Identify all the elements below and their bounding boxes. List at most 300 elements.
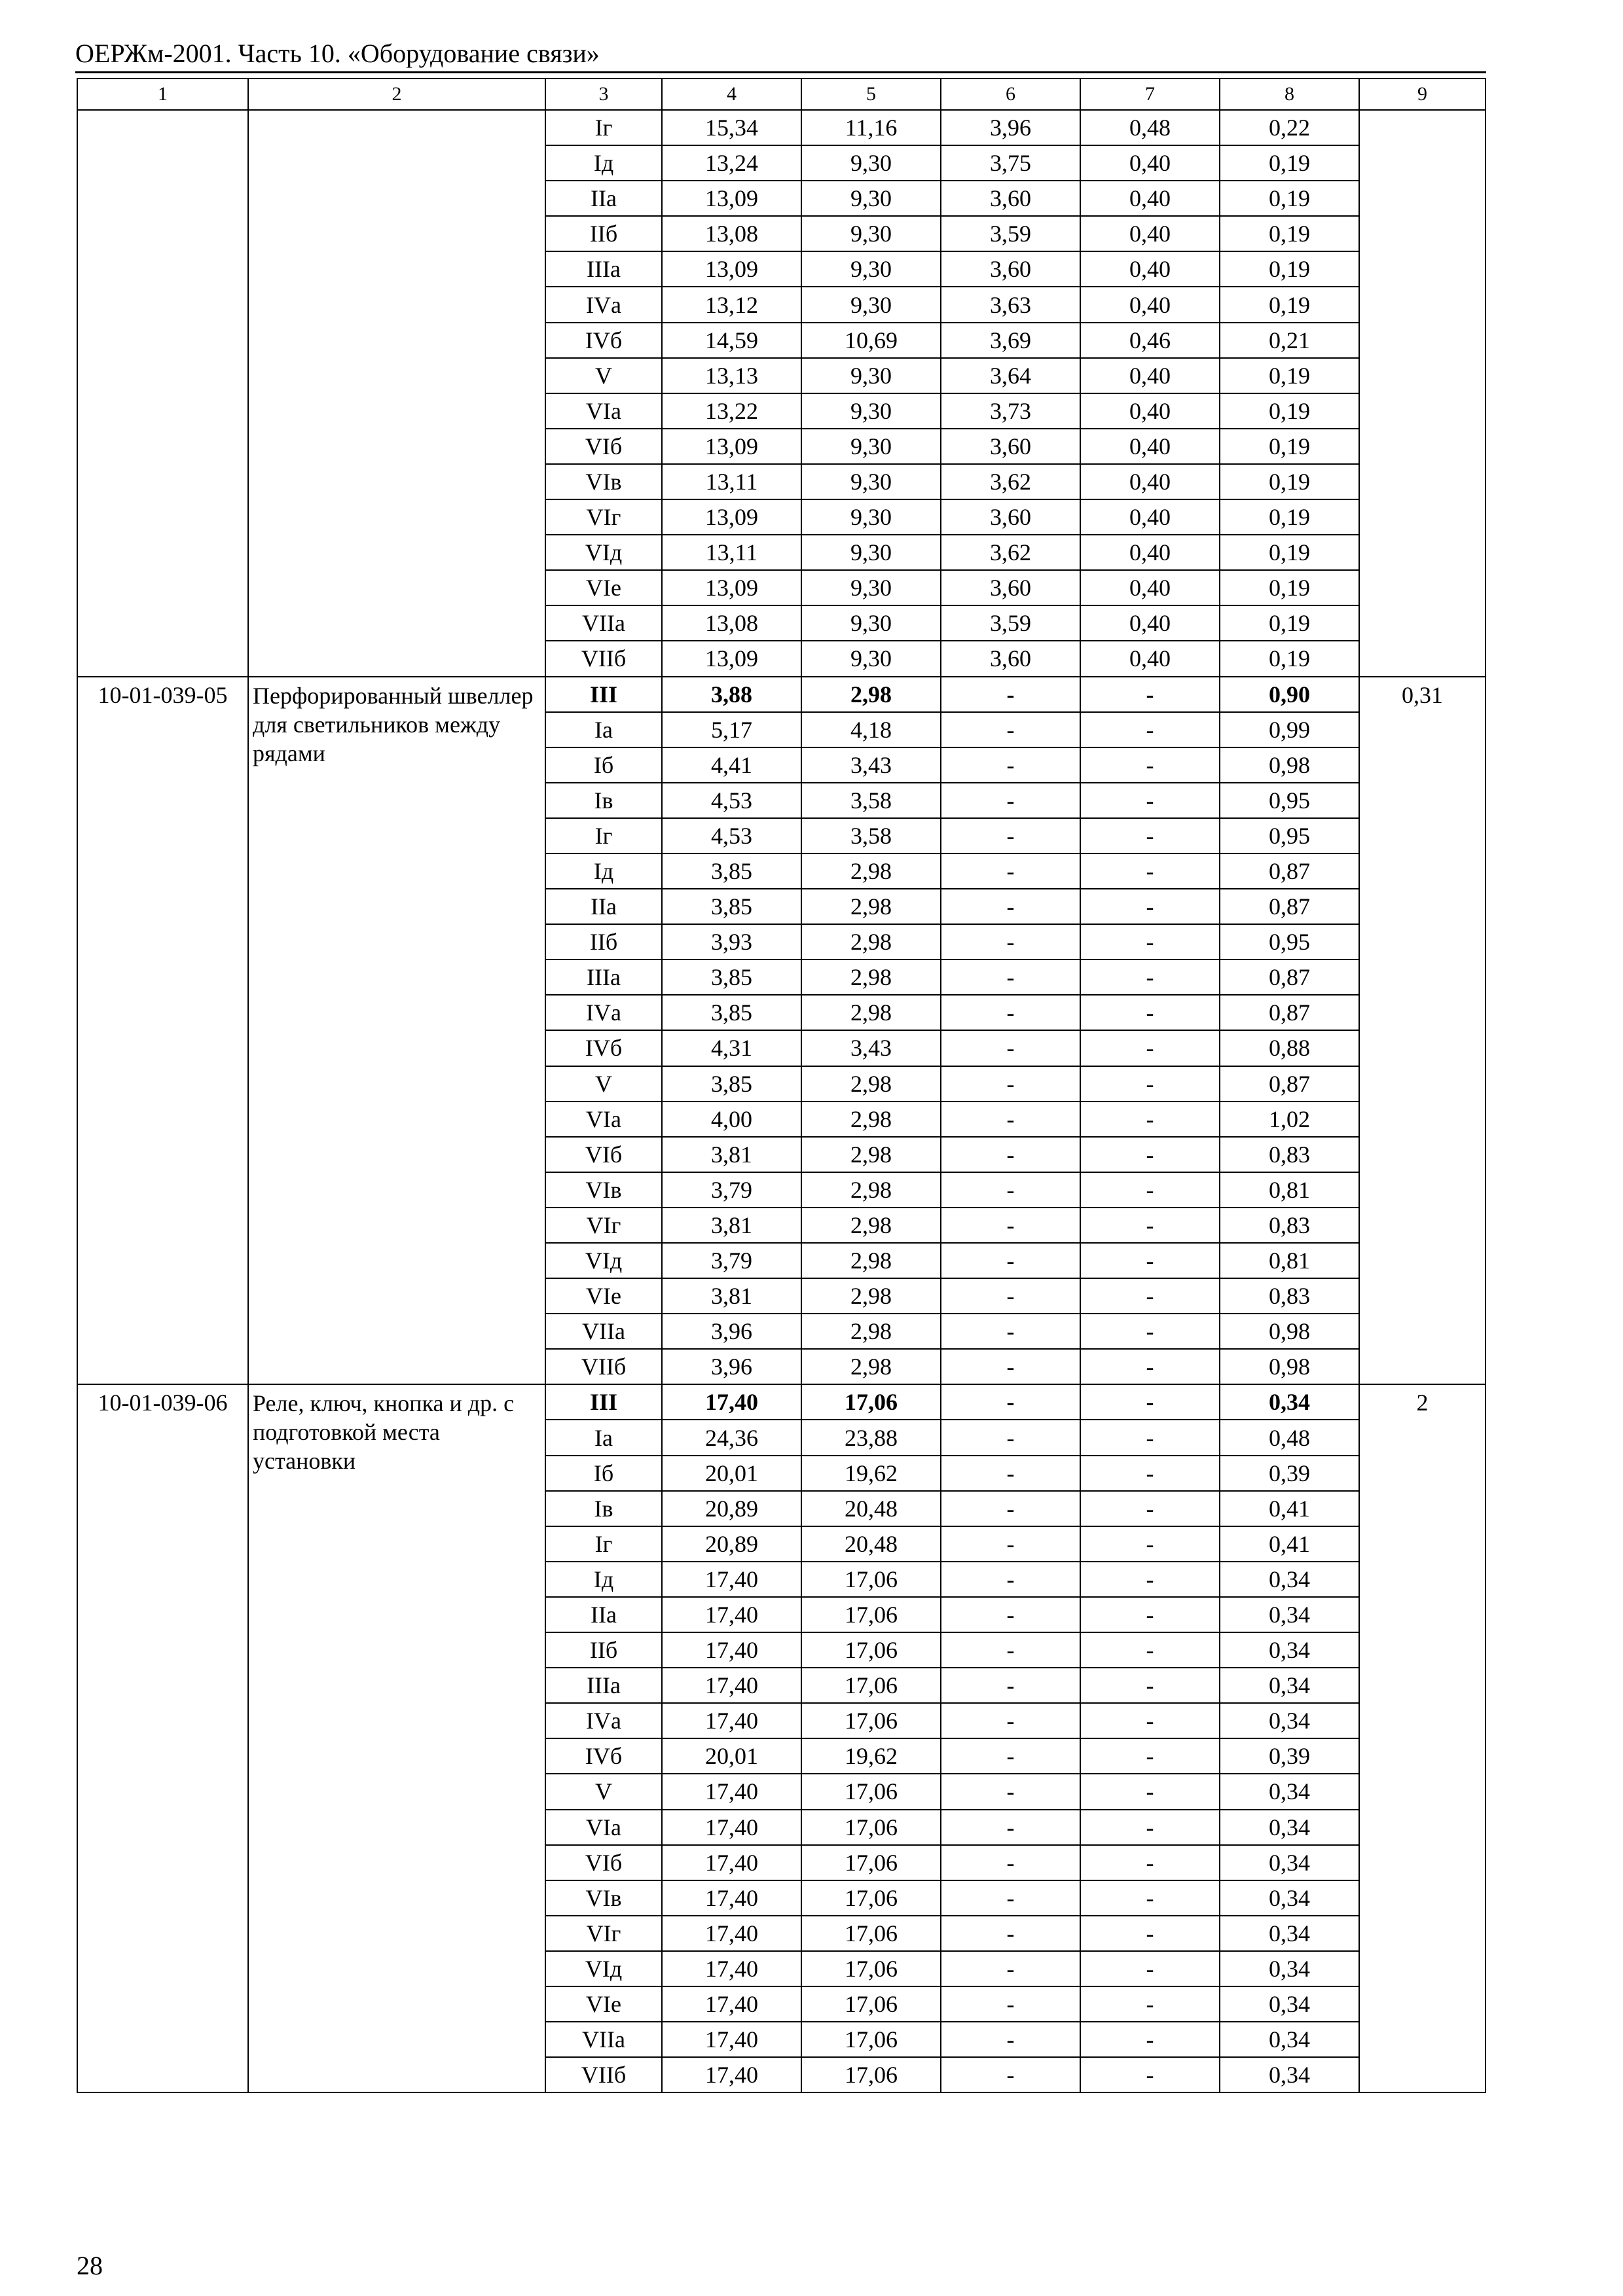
value-cell: 20,01	[662, 1738, 801, 1774]
value-cell: 10,69	[801, 323, 941, 358]
value-cell: 0,40	[1080, 251, 1220, 287]
value-cell: -	[1080, 1668, 1220, 1703]
value-cell: 0,98	[1220, 1314, 1359, 1349]
value-cell: 0,95	[1220, 924, 1359, 960]
value-cell: 3,96	[662, 1314, 801, 1349]
value-cell: 0,40	[1080, 145, 1220, 181]
value-cell: -	[1080, 889, 1220, 924]
value-cell: 17,06	[801, 1668, 941, 1703]
value-cell: -	[1080, 1278, 1220, 1314]
value-cell: -	[1080, 1208, 1220, 1243]
value-cell: -	[1080, 1951, 1220, 1986]
value-cell: 0,19	[1220, 181, 1359, 216]
value-cell: 3,60	[941, 641, 1080, 676]
value-cell: 17,40	[662, 1845, 801, 1880]
value-cell: -	[941, 1208, 1080, 1243]
zone-cell: IVб	[545, 1738, 662, 1774]
value-cell: -	[941, 1562, 1080, 1597]
value-cell: 0,40	[1080, 429, 1220, 464]
column-number: 3	[545, 79, 662, 110]
value-cell: 0,19	[1220, 464, 1359, 499]
value-cell: -	[941, 924, 1080, 960]
name-cell: Перфорированный швеллер для светильников между рядами	[248, 677, 545, 1385]
value-cell: 0,34	[1220, 2022, 1359, 2057]
table-row	[77, 1384, 1486, 1420]
value-cell: 3,75	[941, 145, 1080, 181]
zone-cell: VIд	[545, 1243, 662, 1278]
value-cell: 13,08	[662, 216, 801, 251]
value-cell: 3,73	[941, 393, 1080, 429]
value-cell: -	[941, 889, 1080, 924]
value-cell: 2,98	[801, 1314, 941, 1349]
zone-cell: VIд	[545, 1951, 662, 1986]
value-cell: -	[1080, 1810, 1220, 1845]
value-cell: -	[1080, 1774, 1220, 1809]
col9-cell: 2	[1359, 1384, 1486, 2092]
value-cell: 0,40	[1080, 216, 1220, 251]
value-cell: 0,34	[1220, 1916, 1359, 1951]
value-cell: 20,89	[662, 1526, 801, 1562]
value-cell: 9,30	[801, 181, 941, 216]
column-number: 7	[1080, 79, 1220, 110]
value-cell: 0,34	[1220, 1774, 1359, 1809]
value-cell: -	[1080, 1314, 1220, 1349]
zone-cell: Iв	[545, 783, 662, 818]
value-cell: 3,81	[662, 1208, 801, 1243]
zone-cell: VIе	[545, 1278, 662, 1314]
value-cell: 0,34	[1220, 1597, 1359, 1632]
value-cell: -	[941, 1491, 1080, 1526]
zone-cell: VIг	[545, 1208, 662, 1243]
value-cell: -	[1080, 1066, 1220, 1102]
value-cell: -	[941, 1738, 1080, 1774]
code-cell: 10-01-039-06	[77, 1384, 248, 2092]
value-cell: -	[1080, 1030, 1220, 1066]
zone-cell: IVа	[545, 995, 662, 1030]
value-cell: 4,00	[662, 1102, 801, 1137]
zone-cell: Iг	[545, 110, 662, 145]
value-cell: 3,60	[941, 499, 1080, 535]
value-cell: 3,60	[941, 181, 1080, 216]
value-cell: -	[1080, 1597, 1220, 1632]
value-cell: 3,85	[662, 1066, 801, 1102]
value-cell: 3,96	[941, 110, 1080, 145]
column-number: 8	[1220, 79, 1359, 110]
value-cell: 0,34	[1220, 1668, 1359, 1703]
zone-cell: Iа	[545, 712, 662, 747]
zone-cell: VIб	[545, 1845, 662, 1880]
value-cell: -	[941, 1066, 1080, 1102]
value-cell: -	[1080, 924, 1220, 960]
value-cell: 0,83	[1220, 1278, 1359, 1314]
value-cell: -	[941, 1349, 1080, 1384]
value-cell: 17,40	[662, 1951, 801, 1986]
col9-cell	[1359, 110, 1486, 677]
value-cell: 17,40	[662, 1986, 801, 2022]
value-cell: 0,34	[1220, 1703, 1359, 1738]
value-cell: 9,30	[801, 216, 941, 251]
zone-cell: Iг	[545, 818, 662, 853]
value-cell: -	[1080, 1137, 1220, 1172]
value-cell: 9,30	[801, 358, 941, 393]
value-cell: -	[1080, 1172, 1220, 1208]
value-cell: 17,06	[801, 1986, 941, 2022]
value-cell: -	[1080, 1845, 1220, 1880]
value-cell: 3,93	[662, 924, 801, 960]
value-cell: 3,81	[662, 1137, 801, 1172]
value-cell: 3,62	[941, 464, 1080, 499]
value-cell: 9,30	[801, 464, 941, 499]
zone-cell: Iд	[545, 145, 662, 181]
value-cell: 13,09	[662, 499, 801, 535]
value-cell: 0,90	[1220, 677, 1359, 712]
zone-cell: IIб	[545, 216, 662, 251]
value-cell: 11,16	[801, 110, 941, 145]
zone-cell: VIIб	[545, 1349, 662, 1384]
value-cell: -	[941, 712, 1080, 747]
zone-cell: Iа	[545, 1420, 662, 1455]
value-cell: 2,98	[801, 1102, 941, 1137]
value-cell: 2,98	[801, 1066, 941, 1102]
value-cell: 3,60	[941, 251, 1080, 287]
value-cell: -	[1080, 1102, 1220, 1137]
value-cell: 17,06	[801, 1632, 941, 1668]
value-cell: 17,40	[662, 2022, 801, 2057]
code-cell: 10-01-039-05	[77, 677, 248, 1385]
value-cell: 0,87	[1220, 853, 1359, 889]
zone-cell: VIа	[545, 393, 662, 429]
value-cell: 0,41	[1220, 1491, 1359, 1526]
value-cell: -	[941, 1880, 1080, 1916]
value-cell: 9,30	[801, 570, 941, 605]
value-cell: -	[941, 1278, 1080, 1314]
value-cell: 0,87	[1220, 960, 1359, 995]
zone-cell: IIб	[545, 924, 662, 960]
zone-cell: IVа	[545, 1703, 662, 1738]
zone-cell: VIIа	[545, 2022, 662, 2057]
value-cell: -	[1080, 1562, 1220, 1597]
zone-cell: VIг	[545, 1916, 662, 1951]
value-cell: -	[1080, 2022, 1220, 2057]
value-cell: 17,40	[662, 1632, 801, 1668]
zone-cell: Iв	[545, 1491, 662, 1526]
value-cell: 3,81	[662, 1278, 801, 1314]
value-cell: 20,01	[662, 1456, 801, 1491]
value-cell: 2,98	[801, 924, 941, 960]
value-cell: -	[1080, 1632, 1220, 1668]
value-cell: -	[1080, 1738, 1220, 1774]
rates-table	[77, 78, 1486, 2093]
value-cell: 9,30	[801, 393, 941, 429]
value-cell: -	[1080, 960, 1220, 995]
value-cell: 15,34	[662, 110, 801, 145]
zone-cell: VIв	[545, 464, 662, 499]
zone-cell: IVа	[545, 287, 662, 322]
value-cell: 13,09	[662, 181, 801, 216]
value-cell: 17,40	[662, 1810, 801, 1845]
zone-cell: Iд	[545, 853, 662, 889]
value-cell: 3,60	[941, 570, 1080, 605]
value-cell: 13,12	[662, 287, 801, 322]
value-cell: 13,09	[662, 429, 801, 464]
value-cell: 0,40	[1080, 570, 1220, 605]
value-cell: 17,40	[662, 1562, 801, 1597]
zone-cell: VIIа	[545, 1314, 662, 1349]
value-cell: 3,85	[662, 853, 801, 889]
zone-cell: III	[545, 677, 662, 712]
value-cell: 0,34	[1220, 1880, 1359, 1916]
value-cell: 0,19	[1220, 145, 1359, 181]
value-cell: -	[941, 1030, 1080, 1066]
value-cell: 17,40	[662, 1668, 801, 1703]
column-number: 1	[77, 79, 248, 110]
zone-cell: V	[545, 358, 662, 393]
value-cell: -	[941, 783, 1080, 818]
value-cell: 0,34	[1220, 1562, 1359, 1597]
value-cell: 17,06	[801, 2057, 941, 2092]
value-cell: 0,19	[1220, 393, 1359, 429]
name-cell	[248, 110, 545, 677]
zone-cell: VIе	[545, 1986, 662, 2022]
value-cell: 0,87	[1220, 1066, 1359, 1102]
value-cell: 4,41	[662, 747, 801, 783]
value-cell: 17,06	[801, 2022, 941, 2057]
value-cell: -	[941, 1703, 1080, 1738]
value-cell: 0,34	[1220, 1845, 1359, 1880]
value-cell: -	[941, 1172, 1080, 1208]
value-cell: 14,59	[662, 323, 801, 358]
col9-cell: 0,31	[1359, 677, 1486, 1385]
value-cell: -	[1080, 1880, 1220, 1916]
column-number: 5	[801, 79, 941, 110]
value-cell: 0,34	[1220, 1384, 1359, 1420]
page-number: 28	[77, 2251, 103, 2280]
value-cell: 0,19	[1220, 358, 1359, 393]
value-cell: 3,88	[662, 677, 801, 712]
value-cell: 2,98	[801, 1349, 941, 1384]
zone-cell: VIб	[545, 1137, 662, 1172]
value-cell: 0,95	[1220, 818, 1359, 853]
value-cell: 17,06	[801, 1703, 941, 1738]
value-cell: -	[941, 677, 1080, 712]
value-cell: 17,40	[662, 2057, 801, 2092]
value-cell: 20,48	[801, 1491, 941, 1526]
value-cell: 2,98	[801, 1278, 941, 1314]
value-cell: 13,13	[662, 358, 801, 393]
value-cell: 0,39	[1220, 1456, 1359, 1491]
value-cell: 0,19	[1220, 251, 1359, 287]
value-cell: 4,53	[662, 783, 801, 818]
value-cell: -	[1080, 2057, 1220, 2092]
value-cell: 20,89	[662, 1491, 801, 1526]
value-cell: 0,22	[1220, 110, 1359, 145]
zone-cell: VIIа	[545, 605, 662, 641]
value-cell: 13,09	[662, 570, 801, 605]
zone-cell: VIа	[545, 1102, 662, 1137]
page-header: ОЕРЖм-2001. Часть 10. «Оборудование связи»	[75, 39, 600, 68]
value-cell: 3,96	[662, 1349, 801, 1384]
value-cell: -	[941, 747, 1080, 783]
value-cell: -	[941, 1526, 1080, 1562]
value-cell: 3,79	[662, 1172, 801, 1208]
value-cell: 0,40	[1080, 605, 1220, 641]
zone-cell: VIе	[545, 570, 662, 605]
value-cell: -	[941, 1916, 1080, 1951]
value-cell: -	[941, 853, 1080, 889]
value-cell: 2,98	[801, 889, 941, 924]
value-cell: 2,98	[801, 960, 941, 995]
value-cell: 17,40	[662, 1384, 801, 1420]
column-number: 6	[941, 79, 1080, 110]
value-cell: 0,19	[1220, 570, 1359, 605]
value-cell: 17,06	[801, 1916, 941, 1951]
value-cell: -	[1080, 783, 1220, 818]
value-cell: 0,40	[1080, 181, 1220, 216]
value-cell: 17,40	[662, 1597, 801, 1632]
value-cell: -	[941, 2022, 1080, 2057]
zone-cell: VIб	[545, 429, 662, 464]
zone-cell: IIа	[545, 1597, 662, 1632]
value-cell: 0,98	[1220, 747, 1359, 783]
value-cell: 0,95	[1220, 783, 1359, 818]
value-cell: -	[941, 1986, 1080, 2022]
value-cell: -	[1080, 1703, 1220, 1738]
value-cell: -	[1080, 747, 1220, 783]
value-cell: 9,30	[801, 251, 941, 287]
value-cell: -	[1080, 1349, 1220, 1384]
value-cell: -	[941, 1597, 1080, 1632]
value-cell: 17,06	[801, 1845, 941, 1880]
value-cell: 17,06	[801, 1384, 941, 1420]
value-cell: -	[941, 1384, 1080, 1420]
value-cell: -	[1080, 677, 1220, 712]
table-row	[77, 110, 1486, 145]
table-body	[77, 79, 1486, 2092]
zone-cell: Iд	[545, 1562, 662, 1597]
value-cell: -	[941, 1845, 1080, 1880]
value-cell: 13,22	[662, 393, 801, 429]
zone-cell: Iг	[545, 1526, 662, 1562]
value-cell: 0,34	[1220, 1986, 1359, 2022]
value-cell: 3,85	[662, 960, 801, 995]
value-cell: 17,06	[801, 1562, 941, 1597]
value-cell: 0,40	[1080, 287, 1220, 322]
value-cell: 13,24	[662, 145, 801, 181]
value-cell: -	[1080, 1526, 1220, 1562]
zone-cell: VIв	[545, 1880, 662, 1916]
value-cell: 19,62	[801, 1456, 941, 1491]
zone-cell: VIг	[545, 499, 662, 535]
value-cell: -	[1080, 1456, 1220, 1491]
value-cell: 0,41	[1220, 1526, 1359, 1562]
code-cell	[77, 110, 248, 677]
value-cell: 0,40	[1080, 393, 1220, 429]
value-cell: 0,19	[1220, 605, 1359, 641]
value-cell: 0,34	[1220, 2057, 1359, 2092]
value-cell: 3,43	[801, 1030, 941, 1066]
value-cell: 9,30	[801, 641, 941, 676]
value-cell: 13,11	[662, 464, 801, 499]
zone-cell: VIв	[545, 1172, 662, 1208]
value-cell: -	[941, 1668, 1080, 1703]
value-cell: -	[941, 1137, 1080, 1172]
zone-cell: IIIа	[545, 960, 662, 995]
value-cell: 24,36	[662, 1420, 801, 1455]
value-cell: 2,98	[801, 677, 941, 712]
value-cell: 9,30	[801, 429, 941, 464]
value-cell: 13,09	[662, 641, 801, 676]
zone-cell: V	[545, 1066, 662, 1102]
value-cell: -	[941, 1420, 1080, 1455]
value-cell: -	[1080, 1420, 1220, 1455]
value-cell: 0,46	[1080, 323, 1220, 358]
value-cell: 2,98	[801, 1172, 941, 1208]
value-cell: 17,06	[801, 1951, 941, 1986]
value-cell: 0,40	[1080, 535, 1220, 570]
value-cell: 2,98	[801, 853, 941, 889]
value-cell: 3,59	[941, 605, 1080, 641]
value-cell: -	[941, 1314, 1080, 1349]
zone-cell: Iб	[545, 747, 662, 783]
value-cell: -	[941, 818, 1080, 853]
table-row	[77, 677, 1486, 712]
value-cell: 0,34	[1220, 1810, 1359, 1845]
value-cell: 0,40	[1080, 358, 1220, 393]
column-number-row	[77, 79, 1486, 110]
value-cell: 0,81	[1220, 1172, 1359, 1208]
value-cell: 3,63	[941, 287, 1080, 322]
value-cell: 3,58	[801, 783, 941, 818]
value-cell: 17,06	[801, 1774, 941, 1809]
value-cell: 3,64	[941, 358, 1080, 393]
zone-cell: IVб	[545, 1030, 662, 1066]
zone-cell: VIIб	[545, 641, 662, 676]
value-cell: 0,98	[1220, 1349, 1359, 1384]
value-cell: 3,59	[941, 216, 1080, 251]
value-cell: 3,60	[941, 429, 1080, 464]
value-cell: 4,18	[801, 712, 941, 747]
value-cell: 13,08	[662, 605, 801, 641]
value-cell: 0,19	[1220, 429, 1359, 464]
value-cell: -	[941, 1102, 1080, 1137]
value-cell: 17,06	[801, 1597, 941, 1632]
value-cell: 9,30	[801, 535, 941, 570]
value-cell: -	[1080, 1243, 1220, 1278]
zone-cell: IIа	[545, 181, 662, 216]
value-cell: 0,19	[1220, 216, 1359, 251]
value-cell: 0,87	[1220, 889, 1359, 924]
value-cell: 0,40	[1080, 464, 1220, 499]
value-cell: 3,85	[662, 889, 801, 924]
value-cell: -	[941, 1774, 1080, 1809]
value-cell: 0,87	[1220, 995, 1359, 1030]
value-cell: 3,43	[801, 747, 941, 783]
value-cell: 3,85	[662, 995, 801, 1030]
value-cell: 17,40	[662, 1703, 801, 1738]
value-cell: 9,30	[801, 287, 941, 322]
value-cell: 17,06	[801, 1810, 941, 1845]
value-cell: 4,31	[662, 1030, 801, 1066]
value-cell: 3,69	[941, 323, 1080, 358]
zone-cell: IIа	[545, 889, 662, 924]
value-cell: -	[941, 1456, 1080, 1491]
name-cell: Реле, ключ, кнопка и др. с подготовкой места установки	[248, 1384, 545, 2092]
value-cell: -	[1080, 853, 1220, 889]
value-cell: 0,81	[1220, 1243, 1359, 1278]
value-cell: 0,99	[1220, 712, 1359, 747]
zone-cell: VIIб	[545, 2057, 662, 2092]
value-cell: -	[1080, 1491, 1220, 1526]
